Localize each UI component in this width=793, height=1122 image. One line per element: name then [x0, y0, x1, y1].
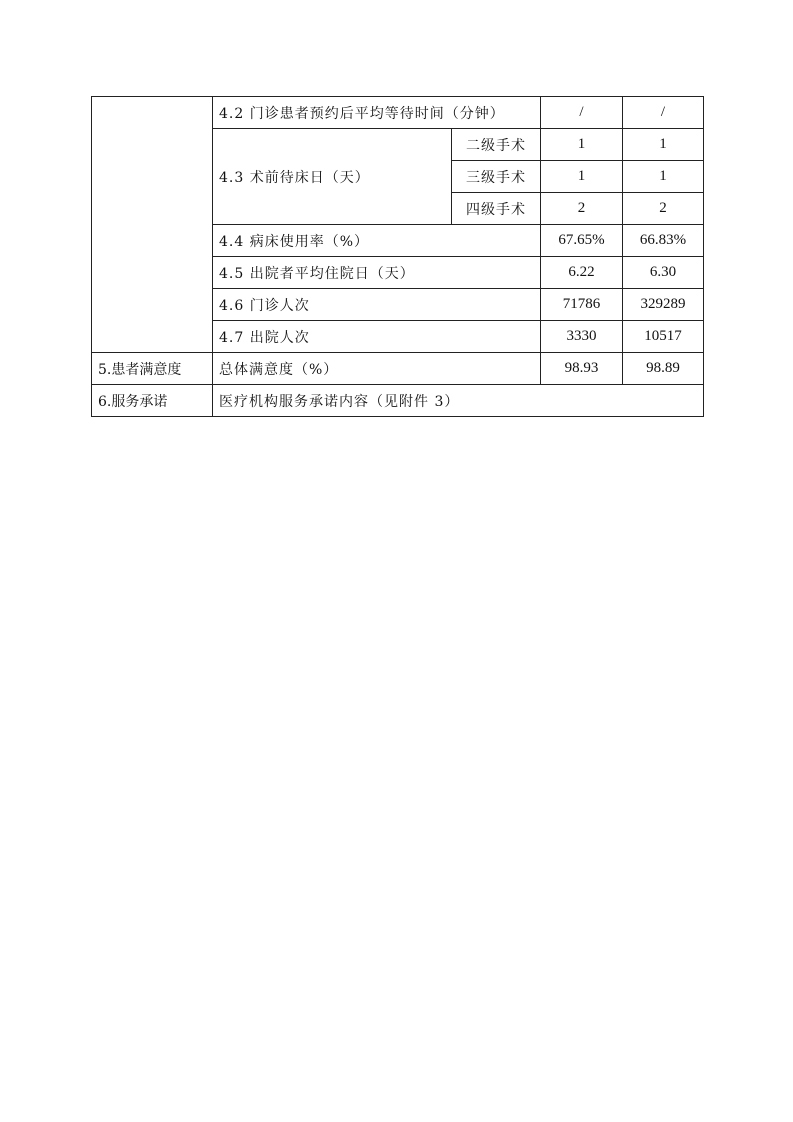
- value-cell: 2: [623, 193, 704, 225]
- row-label: 4.4 病床使用率（%）: [213, 225, 541, 257]
- value-cell: 2: [541, 193, 623, 225]
- sub-label: 二级手术: [452, 129, 541, 161]
- value-cell: 6.22: [541, 257, 623, 289]
- value-cell: /: [623, 97, 704, 129]
- row-label: 总体满意度（%）: [213, 353, 541, 385]
- value-cell: 98.89: [623, 353, 704, 385]
- sub-label: 四级手术: [452, 193, 541, 225]
- category-cell: 5.患者满意度: [92, 353, 213, 385]
- table-row-4-2: [92, 97, 704, 129]
- value-cell: 98.93: [541, 353, 623, 385]
- value-cell: 1: [541, 129, 623, 161]
- indicator-table: [91, 96, 704, 417]
- row-label: 4.6 门诊人次: [213, 289, 541, 321]
- value-cell: 329289: [623, 289, 704, 321]
- value-cell: /: [541, 97, 623, 129]
- value-cell: 66.83%: [623, 225, 704, 257]
- row-label: 4.5 出院者平均住院日（天）: [213, 257, 541, 289]
- row-label: 4.7 出院人次: [213, 321, 541, 353]
- table-row-6: [92, 385, 704, 417]
- value-cell: 71786: [541, 289, 623, 321]
- table-row-5: [92, 353, 704, 385]
- value-cell: 3330: [541, 321, 623, 353]
- row-label: 4.2 门诊患者预约后平均等待时间（分钟）: [213, 97, 541, 129]
- value-cell: 1: [541, 161, 623, 193]
- value-cell: 1: [623, 129, 704, 161]
- value-cell: 1: [623, 161, 704, 193]
- value-cell: 10517: [623, 321, 704, 353]
- sub-label: 三级手术: [452, 161, 541, 193]
- row-label: 4.3 术前待床日（天）: [213, 129, 452, 225]
- value-cell: 67.65%: [541, 225, 623, 257]
- value-cell: 6.30: [623, 257, 704, 289]
- row-label: 医疗机构服务承诺内容（见附件 3）: [213, 385, 704, 417]
- category-cell-4-continued: [92, 97, 213, 353]
- category-cell: 6.服务承诺: [92, 385, 213, 417]
